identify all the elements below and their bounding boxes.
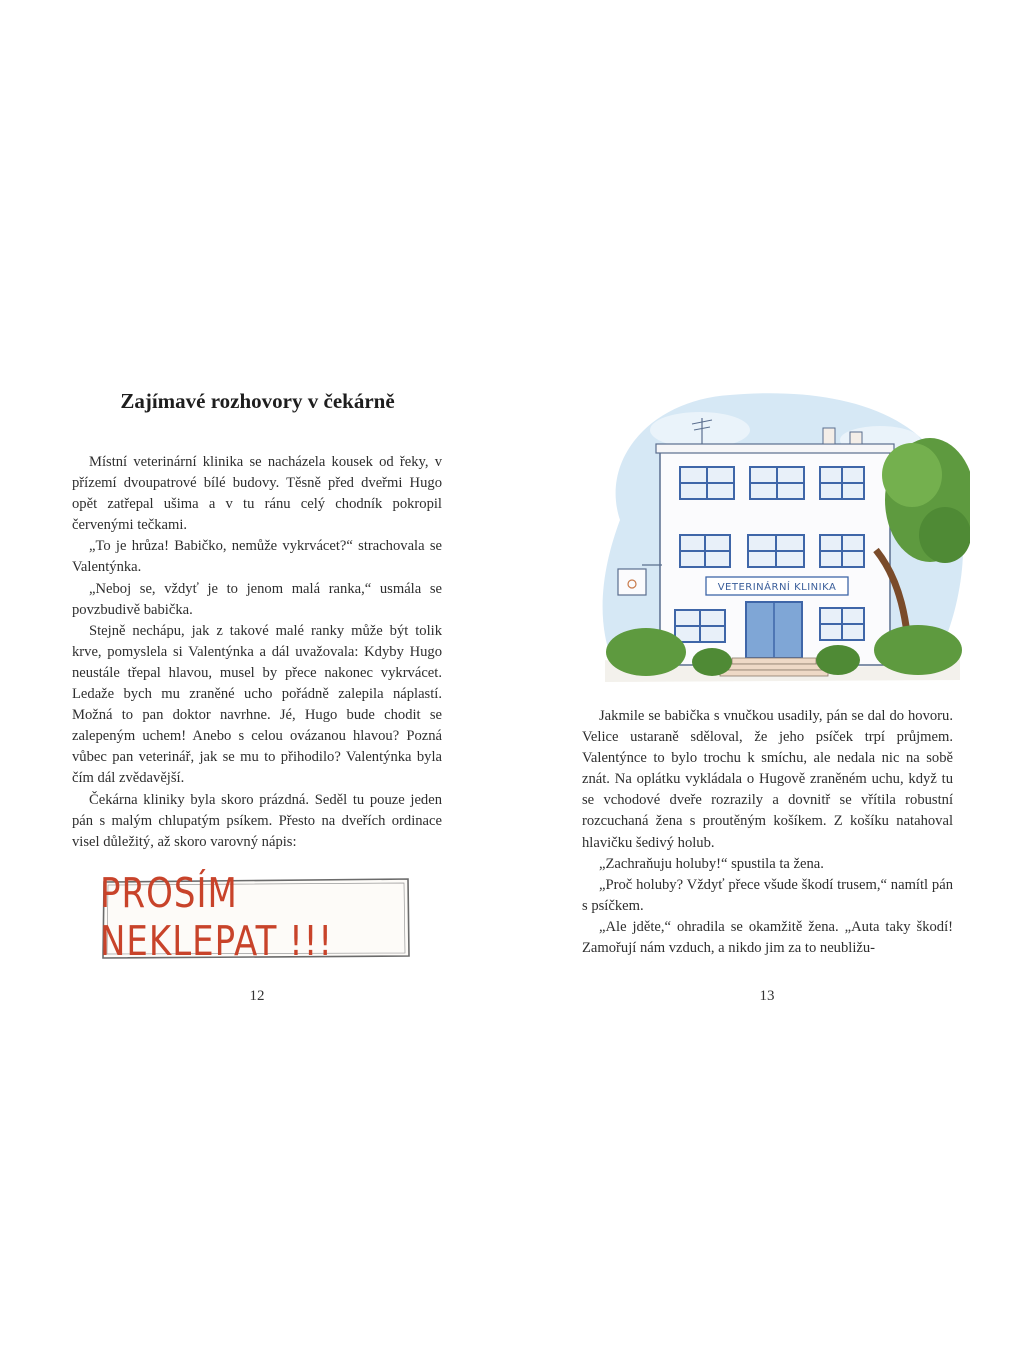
paragraph: „Proč holuby? Vždyť přece všude škodí trusem,“ namítl pán s psíčkem. (582, 876, 953, 914)
sign-text: PROSÍM NEKLEPAT !!! (100, 870, 334, 966)
clinic-sign-text: VETERINÁRNÍ KLINIKA (717, 582, 837, 593)
paragraph: Jakmile se babička s vnučkou usadily, pán se dal do hovoru. Velice ustaraně sděloval, že jeho psíček trpí průjmem. Valentýnce to bylo trochu k smíchu, ale nedala nic na sobě znát. Na oplátku vykládala o Hugově zraněném uchu, když tu se vchodové dveře rozrazily a dovnitř se vřítila robustní rozcuchaná žena s proutěným košíkem. Z košíku natahoval hlavičku šedivý holub. (582, 708, 953, 851)
page-number: 13 (759, 988, 775, 1004)
paragraph: Místní veterinární klinika se nacházela kousek od řeky, v přízemí dvoupatrové bílé budovy. Těsně před dveřmi Hugo opět zatřepal ušima a v tu ránu celý chodník pokropil červenými tečkami. (72, 454, 442, 534)
paragraph: Čekárna kliniky byla skoro prázdná. Seděl tu pouze jeden pán s malým chlupatým psíkem. Přesto na dveřích ordinace visel důležitý, až skoro varovný nápis: (72, 791, 442, 850)
paragraph: „Neboj se, vždyť je to jenom malá ranka,“ usmála se povzbudivě babička. (72, 580, 442, 618)
chapter-title: Zajímavé rozhovory v čekárně (120, 389, 395, 413)
paragraph: „Zachraňuju holuby!“ spustila ta žena. (599, 855, 824, 872)
paragraph: Stejně nechápu, jak z takové malé ranky může být tolik krve, pomyslela si Valentýnka a dál uvažovala: Kdyby Hugo neustále třepal hlavou, musel by přece nakonec vykrvácet. Ledaže bych mu zraněné ucho pořádně zalepila náplastí. Možná to pan doktor navrhne. Jé, Hugo bude chodit se zalepeným uchem! Anebo s celou ovázanou hlavou? Pozná vůbec pan veterinář, jak se mu to přihodilo? Valentýnka byla čím dál zvědavější. (72, 622, 442, 787)
clinic-illustration (580, 370, 970, 700)
right-page-text (582, 706, 953, 959)
paragraph: „To je hrůza! Babičko, nemůže vykrvácet?“ strachovala se Valentýnka. (72, 538, 442, 576)
paragraph: „Ale jděte,“ ohradila se okamžitě žena. „Auta taky škodí! Zamořují nám vzduch, a nikdo jim za to neubližu- (582, 918, 953, 957)
page-number: 12 (249, 988, 265, 1004)
